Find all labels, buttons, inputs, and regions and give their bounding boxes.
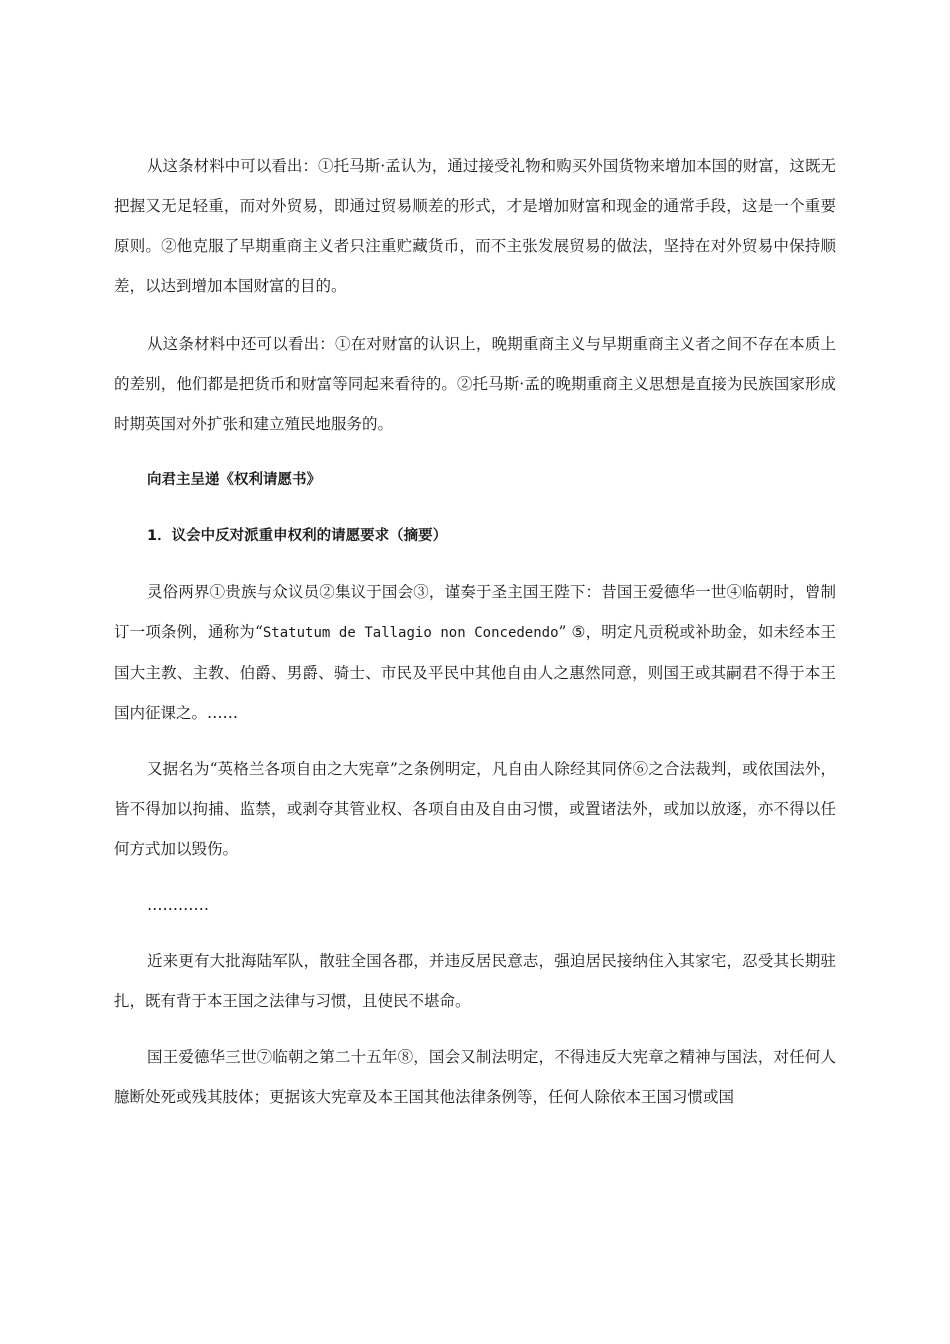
subsection-heading: 1．议会中反对派重申权利的请愿要求（摘要） (147, 528, 448, 544)
paragraph-3-part-b: ” ⑤，明定凡贡税或补助金，如未经本王国大主教、主教、伯爵、男爵、骑士、市民及平民中其他自由人之惠然同意，则国王或其嗣君不得于本王国内征课之。…… (114, 623, 836, 722)
paragraph-5: 近来更有大批海陆军队，散驻全国各郡，并违反居民意志，强迫居民接纳住入其家宅，忍受其长期驻扎，既有背于本王国之法律与习惯，且使民不堪命。 (114, 952, 836, 1010)
paragraph-2: 从这条材料中还可以看出：①在对财富的认识上，晚期重商主义与早期重商主义者之间不存在本质上的差别，他们都是把货币和财富等同起来看待的。②托马斯·孟的晚期重商主义思想是直接为民族国家形成时期英国对外扩张和建立殖民地服务的。 (114, 335, 836, 433)
paragraph-4: 又据名为“英格兰各项自由之大宪章”之条例明定，凡自由人除经其同侪⑥之合法裁判，或依国法外，皆不得加以拘捕、监禁，或剥夺其管业权、各项自由及自由习惯，或置诸法外，或加以放逐，亦不得以任何方式加以毁伤。 (114, 760, 836, 858)
paragraph-1: 从这条材料中可以看出：①托马斯·孟认为，通过接受礼物和购买外国货物来增加本国的财富，这既无把握又无足轻重，而对外贸易，即通过贸易顺差的形式，才是增加财富和现金的通常手段，这是一个重要原则。②他克服了早期重商主义者只注重贮藏货币，而不主张发展贸易的做法，坚持在对外贸易中保持顺差，以达到增加本国财富的目的。 (114, 157, 836, 295)
document-body (114, 146, 836, 1117)
statute-latin-title: Statutum de Tallagio non Concedendo (262, 625, 559, 641)
paragraph-3-part-a: 灵俗两界①贵族与众议员②集议于国会③，谨奏于圣主国王陛下：昔国王爱德华一世④临朝时，曾制订一项条例，通称为“ (114, 583, 836, 641)
ellipsis-line: ………… (147, 896, 209, 914)
section-heading: 向君主呈递《权利请愿书》 (147, 472, 321, 488)
paragraph-6: 国王爱德华三世⑦临朝之第二十五年⑧，国会又制法明定，不得违反大宪章之精神与国法，对任何人臆断处死或残其肢体；更据该大宪章及本王国其他法律条例等，任何人除依本王国习惯或国 (114, 1048, 836, 1106)
paragraph-3 (114, 572, 836, 733)
